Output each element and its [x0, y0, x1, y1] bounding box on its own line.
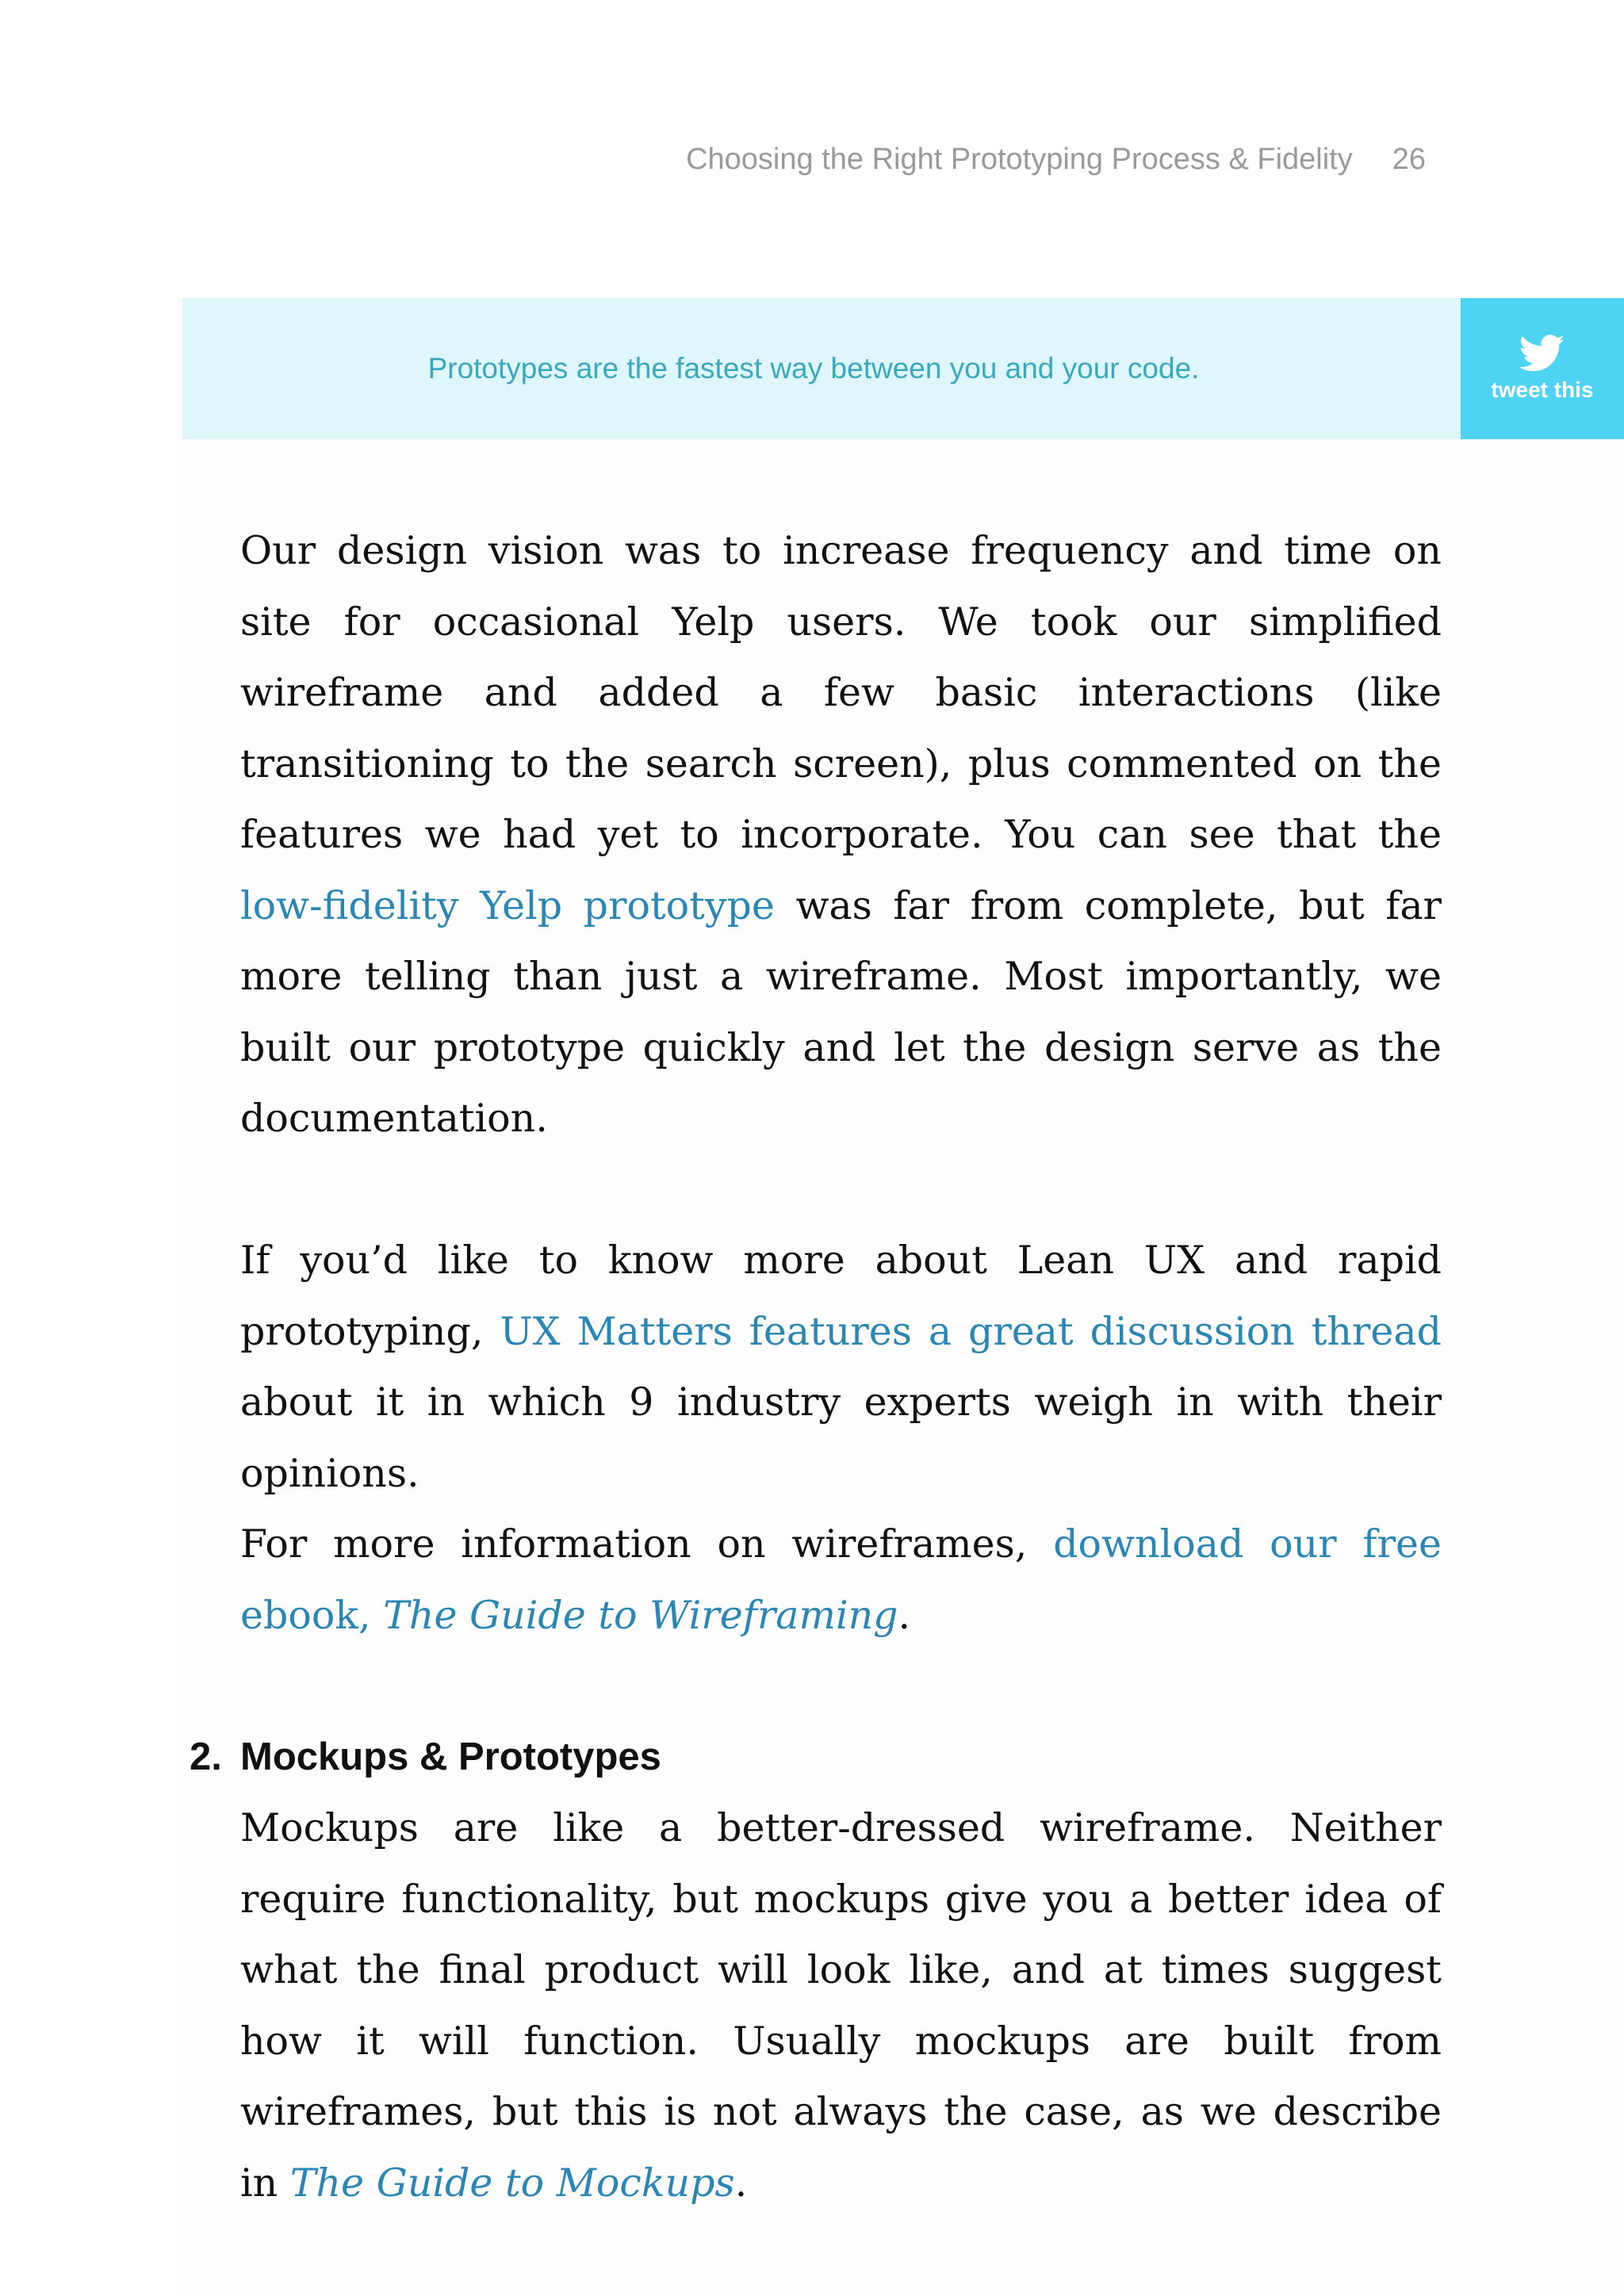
running-header: [686, 143, 1426, 177]
tweet-this-label: tweet this: [1491, 377, 1594, 402]
paragraph-gap: [240, 1154, 1442, 1226]
text-segment: If you’d like to know more about Lean UX and rapid prototyping,: [240, 1238, 1442, 1354]
page-number: 26: [1392, 143, 1426, 176]
section-title: Mockups & Prototypes: [240, 1735, 661, 1778]
body-text: [190, 515, 1442, 2218]
paragraph-gap: [240, 1651, 1442, 1722]
link-text: download our free ebook,: [240, 1521, 1442, 1638]
paragraph-mockups: [240, 1793, 1442, 2218]
tweet-this-button[interactable]: [1461, 298, 1624, 439]
guide-to-mockups-link[interactable]: The Guide to Mockups: [289, 2160, 735, 2206]
text-segment: Our design vision was to increase frequency and time on site for occasional Yelp users. We took our simplified wireframe and added a few basic interactions (like transitioning to the search screen), plus commented on the features we had yet to incorporate. You can see that the: [240, 528, 1442, 857]
low-fidelity-yelp-prototype-link[interactable]: low-fidelity Yelp prototype: [240, 882, 775, 928]
quote-text: Prototypes are the fastest way between you and your code.: [427, 352, 1200, 385]
twitter-bird-icon: [1519, 335, 1565, 373]
text-segment: .: [898, 1592, 911, 1638]
text-segment: Mockups are like a better-dressed wireframe. Neither require functionality, but mockups give you a better idea of what the final product will look like, and at times suggest how it will function. Usually mockups are built from wireframes, but this is not always the case, as we describe in: [240, 1805, 1442, 2206]
section-number: 2.: [190, 1735, 222, 1778]
ux-matters-discussion-link[interactable]: UX Matters features a great discussion thread: [500, 1308, 1442, 1354]
quote-banner: [182, 298, 1461, 439]
text-segment: .: [734, 2160, 748, 2206]
running-title: Choosing the Right Prototyping Process & Fidelity: [686, 143, 1353, 176]
section-heading: [190, 1722, 1442, 1793]
paragraph-wireframes-ebook: [240, 1509, 1442, 1651]
text-segment: was far from complete, but far more telling than just a wireframe. Most importantly, we built our prototype quickly and let the design serve as the documentation.: [240, 882, 1442, 1141]
paragraph-yelp-prototype: [240, 515, 1442, 1154]
text-segment: For more information on wireframes,: [240, 1521, 1054, 1567]
guide-to-wireframing-title: The Guide to Wireframing: [383, 1592, 898, 1638]
paragraph-lean-ux: [240, 1225, 1442, 1509]
text-segment: about it in which 9 industry experts weigh in with their opinions.: [240, 1380, 1442, 1496]
